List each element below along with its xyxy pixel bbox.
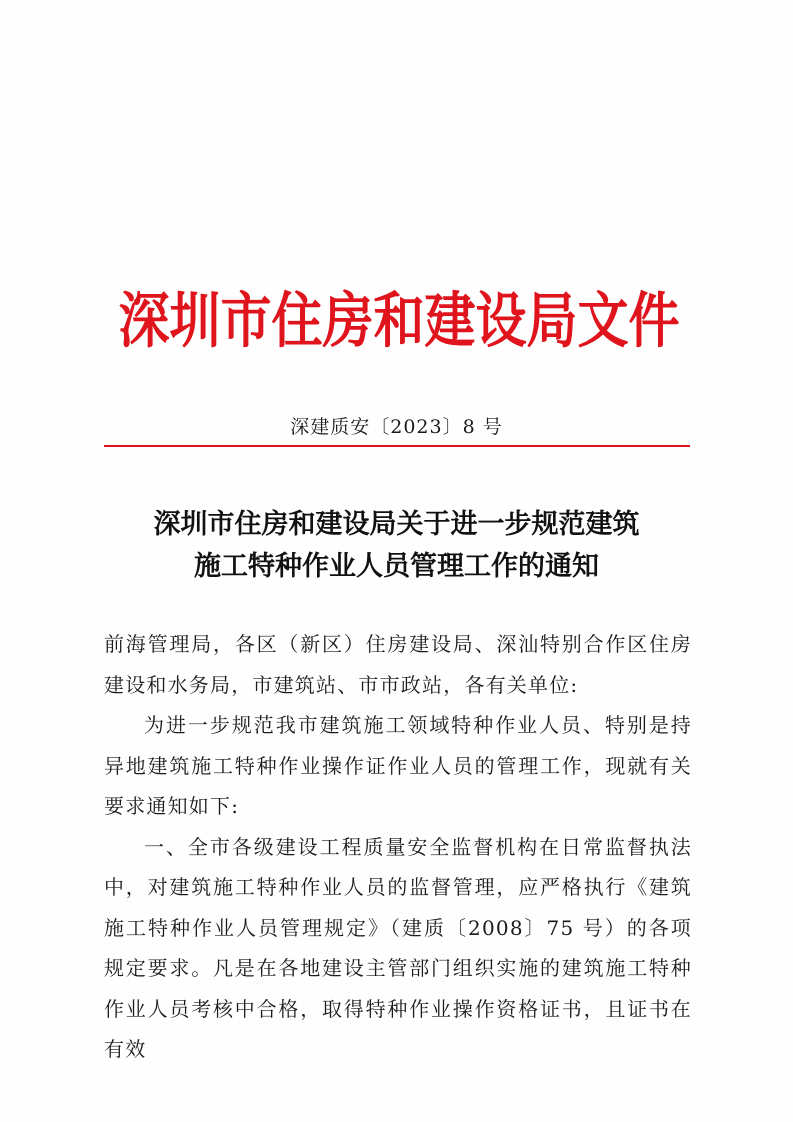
notice-title (0, 504, 793, 588)
document-number: 深建质安〔2023〕8 号 (290, 416, 503, 438)
recipients-paragraph: 前海管理局，各区（新区）住房建设局、深汕特别合作区住房建设和水务局，市建筑站、市市政站，各有关单位: (104, 632, 692, 697)
notice-body (104, 624, 692, 1070)
masthead-title: 深圳市住房和建设局文件 (118, 287, 680, 357)
notice-title-line-2: 施工特种作业人员管理工作的通知 (194, 551, 599, 582)
notice-title-line-1: 深圳市住房和建设局关于进一步规范建筑 (153, 509, 640, 540)
section-1-paragraph: 一、全市各级建设工程质量安全监督机构在日常监督执法中，对建筑施工特种作业人员的监督管理，应严格执行《建筑施工特种作业人员管理规定》（建质〔2008〕75 号）的各项规定要求。凡是在各地建设主管部门组织实施的建筑施工特种作业人员考核中合格，取得特种作业操作资格证书，且证书在有效 (104, 834, 692, 1061)
intro-paragraph: 为进一步规范我市建筑施工领域特种作业人员、特别是持异地建筑施工特种作业操作证作业人员的管理工作，现就有关要求通知如下: (104, 713, 692, 818)
red-divider-line (104, 445, 690, 447)
